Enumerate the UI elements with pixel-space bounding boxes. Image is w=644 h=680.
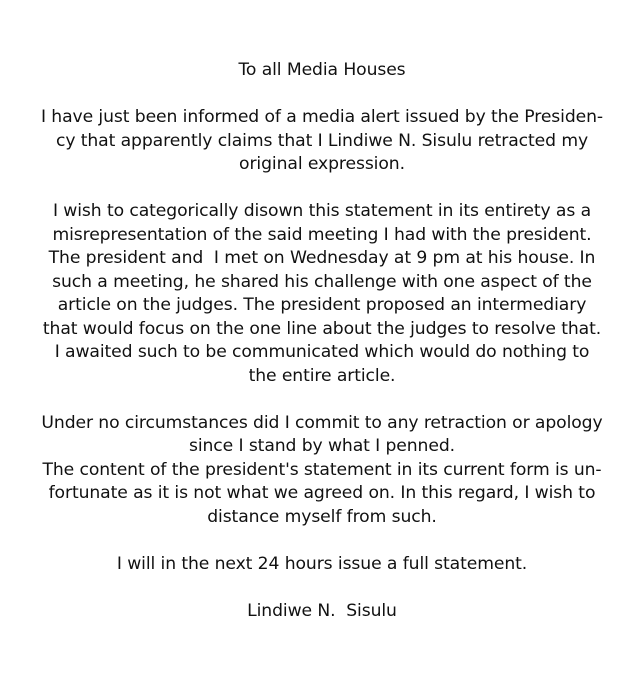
- paragraph-gap: [26, 177, 618, 201]
- paragraph-no-retraction: [26, 412, 618, 530]
- text-line: that would focus on the one line about the judges to resolve that.: [42, 318, 602, 339]
- text-line: I have just been informed of a media alert issued by the Presiden-: [40, 107, 604, 127]
- paragraph-disown-statement: [26, 200, 618, 388]
- paragraph-media-alert: [26, 106, 618, 177]
- text-line: such a meeting, he shared his challenge with one aspect of the: [52, 271, 592, 292]
- paragraph-gap: [26, 83, 618, 107]
- text-line: cy that apparently claims that I Lindiwe N. Sisulu retracted my: [55, 130, 589, 151]
- paragraph-gap: [26, 388, 618, 412]
- signature: Lindiwe N. Sisulu: [247, 600, 397, 621]
- text-line: misrepresentation of the said meeting I had with the president.: [52, 224, 592, 245]
- text-line: original expression.: [239, 154, 405, 174]
- text-line: I awaited such to be communicated which would do nothing to: [54, 342, 590, 362]
- text-line: the entire article.: [248, 365, 396, 386]
- text-line: distance myself from such.: [207, 506, 437, 527]
- salutation: To all Media Houses: [238, 60, 406, 80]
- text-line: The content of the president's statement in its current form is un-: [42, 459, 602, 480]
- text-line: since I stand by what I penned.: [188, 436, 456, 456]
- text-line: fortunate as it is not what we agreed on. In this regard, I wish to: [48, 483, 596, 503]
- text-line: The president and I met on Wednesday at 9 pm at his house. In: [48, 248, 596, 268]
- paragraph-full-statement: I will in the next 24 hours issue a full statement.: [116, 553, 528, 574]
- paragraph-gap: [26, 576, 618, 600]
- text-line: I wish to categorically disown this statement in its entirety as a: [52, 201, 592, 221]
- text-line: Under no circumstances did I commit to any retraction or apology: [41, 412, 603, 433]
- paragraph-gap: [26, 529, 618, 553]
- text-line: article on the judges. The president proposed an intermediary: [57, 295, 587, 315]
